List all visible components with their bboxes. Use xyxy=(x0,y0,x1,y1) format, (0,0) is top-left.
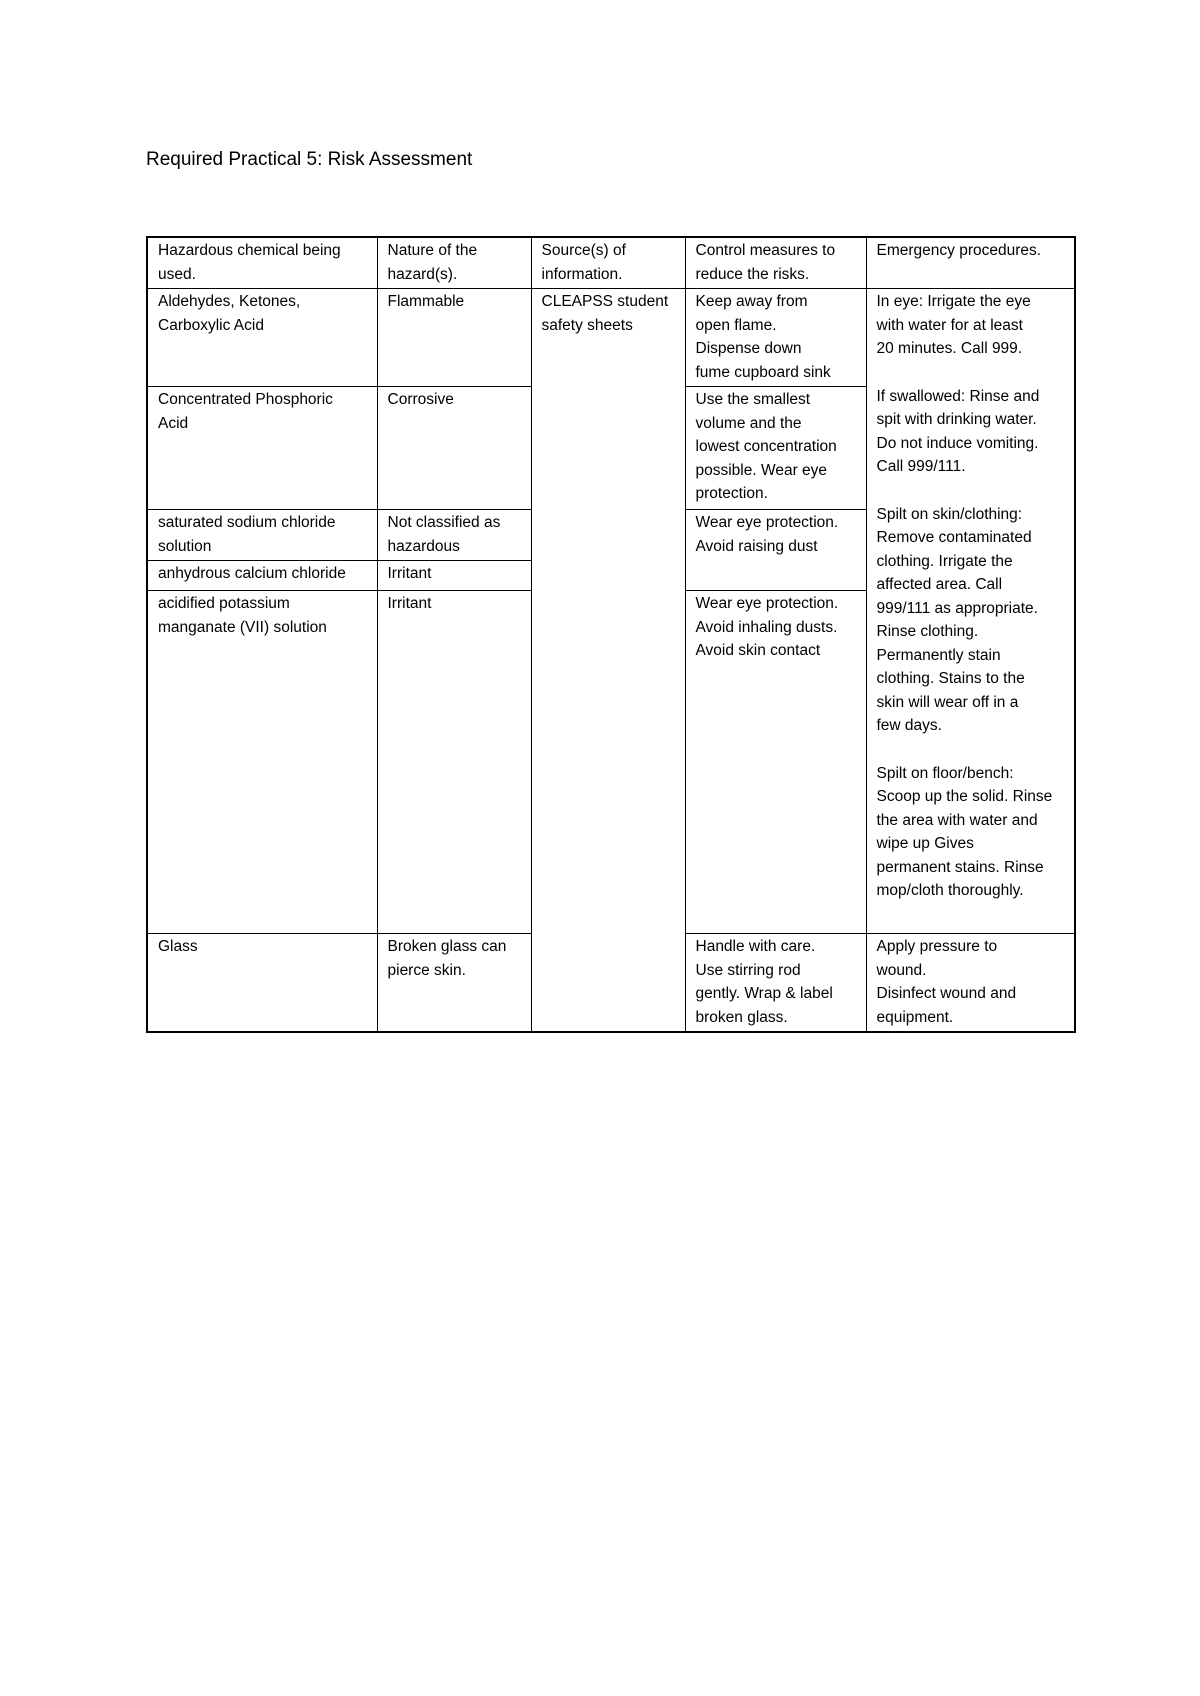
header-emergency xyxy=(866,237,1075,289)
text-line: Corrosive xyxy=(387,391,454,408)
text-line: If swallowed: Rinse and xyxy=(876,387,1040,405)
control-cell xyxy=(685,510,866,591)
control-cell xyxy=(685,591,866,934)
text-line: Source(s) of xyxy=(541,242,626,259)
page-title: Required Practical 5: Risk Assessment xyxy=(146,149,473,170)
text-line: In eye: Irrigate the eye xyxy=(876,293,1031,310)
text-line: Irritant xyxy=(387,565,432,582)
table-row xyxy=(147,289,1075,387)
header-chemical xyxy=(147,237,377,289)
text-line: gently. Wrap & label xyxy=(695,985,833,1002)
text-line: mop/cloth thoroughly. xyxy=(876,882,1024,899)
hazard-cell xyxy=(377,510,531,561)
text-line: pierce skin. xyxy=(387,961,466,979)
text-line: Remove contaminated xyxy=(876,529,1032,546)
table-header-row xyxy=(147,237,1075,289)
text-line: hazardous xyxy=(387,537,460,555)
text-line: Avoid inhaling dusts. xyxy=(695,618,838,636)
text-line: fume cupboard sink xyxy=(695,363,831,381)
text-line: Aldehydes, Ketones, xyxy=(158,293,301,310)
text-line: Emergency procedures. xyxy=(876,242,1042,259)
control-cell xyxy=(685,934,866,1033)
text-line: Keep away from xyxy=(695,293,808,310)
source-cell xyxy=(531,289,685,1033)
text-line: Spilt on floor/bench: xyxy=(876,764,1014,782)
hazard-cell xyxy=(377,934,531,1033)
text-line: solution xyxy=(158,537,212,555)
emergency-swallowed xyxy=(877,385,1065,479)
text-line: Dispense down xyxy=(695,340,802,357)
control-cell xyxy=(685,387,866,510)
chemical-cell xyxy=(147,934,377,1033)
text-line: safety sheets xyxy=(541,316,633,334)
text-line: manganate (VII) solution xyxy=(158,618,327,636)
text-line: Carboxylic Acid xyxy=(158,316,264,334)
text-line: Flammable xyxy=(387,293,465,310)
text-line: wipe up Gives xyxy=(876,835,974,852)
text-line: Irritant xyxy=(387,595,432,612)
text-line: protection. xyxy=(695,485,768,502)
text-line: Apply pressure to xyxy=(876,938,998,955)
text-line: permanent stains. Rinse xyxy=(876,858,1044,876)
text-line: clothing. Irrigate the xyxy=(876,552,1013,570)
text-line: Glass xyxy=(158,938,198,955)
text-line: Wear eye protection. xyxy=(695,514,839,531)
text-line: 999/111 as appropriate. xyxy=(876,599,1038,617)
chemical-cell xyxy=(147,510,377,561)
emergency-eye xyxy=(877,290,1065,361)
text-line: broken glass. xyxy=(695,1008,788,1026)
text-line: reduce the risks. xyxy=(695,265,810,283)
text-line: equipment. xyxy=(876,1008,954,1026)
header-source xyxy=(531,237,685,289)
emergency-skin xyxy=(877,503,1065,738)
text-line: lowest concentration xyxy=(695,438,837,455)
text-line: Wear eye protection. xyxy=(695,595,839,612)
emergency-floor xyxy=(877,762,1065,903)
text-line: with water for at least xyxy=(876,316,1023,334)
hazard-cell xyxy=(377,591,531,934)
text-line: spit with drinking water. xyxy=(876,411,1037,428)
text-line: hazard(s). xyxy=(387,265,458,283)
text-line: acidified potassium xyxy=(158,595,290,612)
chemical-cell xyxy=(147,289,377,387)
text-line: few days. xyxy=(876,717,942,734)
text-line: Scoop up the solid. Rinse xyxy=(876,788,1053,805)
text-line: skin will wear off in a xyxy=(876,693,1019,711)
text-line: Rinse clothing. xyxy=(876,623,979,640)
text-line: Spilt on skin/clothing: xyxy=(876,505,1023,523)
text-line: Avoid raising dust xyxy=(695,537,818,555)
text-line: anhydrous calcium chloride xyxy=(158,565,346,582)
text-line: information. xyxy=(541,265,623,283)
text-line: Control measures to xyxy=(695,242,836,259)
text-line: Use the smallest xyxy=(695,391,811,408)
text-line: Acid xyxy=(158,414,189,432)
text-line: Not classified as xyxy=(387,514,501,531)
emergency-cell xyxy=(866,934,1075,1033)
text-line: CLEAPSS student xyxy=(541,293,669,310)
text-line: Broken glass can xyxy=(387,938,507,955)
text-line: Permanently stain xyxy=(876,646,1001,664)
text-line: Use stirring rod xyxy=(695,961,801,979)
text-line: Nature of the xyxy=(387,242,478,259)
chemical-cell xyxy=(147,387,377,510)
text-line: used. xyxy=(158,265,196,283)
text-line: clothing. Stains to the xyxy=(876,670,1025,687)
chemical-cell xyxy=(147,561,377,591)
header-hazard xyxy=(377,237,531,289)
risk-assessment-table xyxy=(146,236,1076,1033)
hazard-cell xyxy=(377,561,531,591)
text-line: possible. Wear eye xyxy=(695,461,828,479)
text-line: Handle with care. xyxy=(695,938,816,955)
hazard-cell xyxy=(377,387,531,510)
text-line: affected area. Call xyxy=(876,576,1003,593)
text-line: the area with water and xyxy=(876,811,1038,829)
header-control xyxy=(685,237,866,289)
text-line: Call 999/111. xyxy=(876,458,966,475)
control-cell xyxy=(685,289,866,387)
text-line: Do not induce vomiting. xyxy=(876,434,1039,452)
text-line: wound. xyxy=(876,961,927,979)
emergency-procedures-cell xyxy=(866,289,1075,934)
text-line: saturated sodium chloride xyxy=(158,514,336,531)
text-line: 20 minutes. Call 999. xyxy=(876,340,1023,357)
text-line: volume and the xyxy=(695,414,802,432)
text-line: Hazardous chemical being xyxy=(158,242,341,259)
text-line: Disinfect wound and xyxy=(876,985,1017,1002)
text-line: Concentrated Phosphoric xyxy=(158,391,333,408)
text-line: Avoid skin contact xyxy=(695,642,821,659)
chemical-cell xyxy=(147,591,377,934)
text-line: open flame. xyxy=(695,316,777,334)
hazard-cell xyxy=(377,289,531,387)
